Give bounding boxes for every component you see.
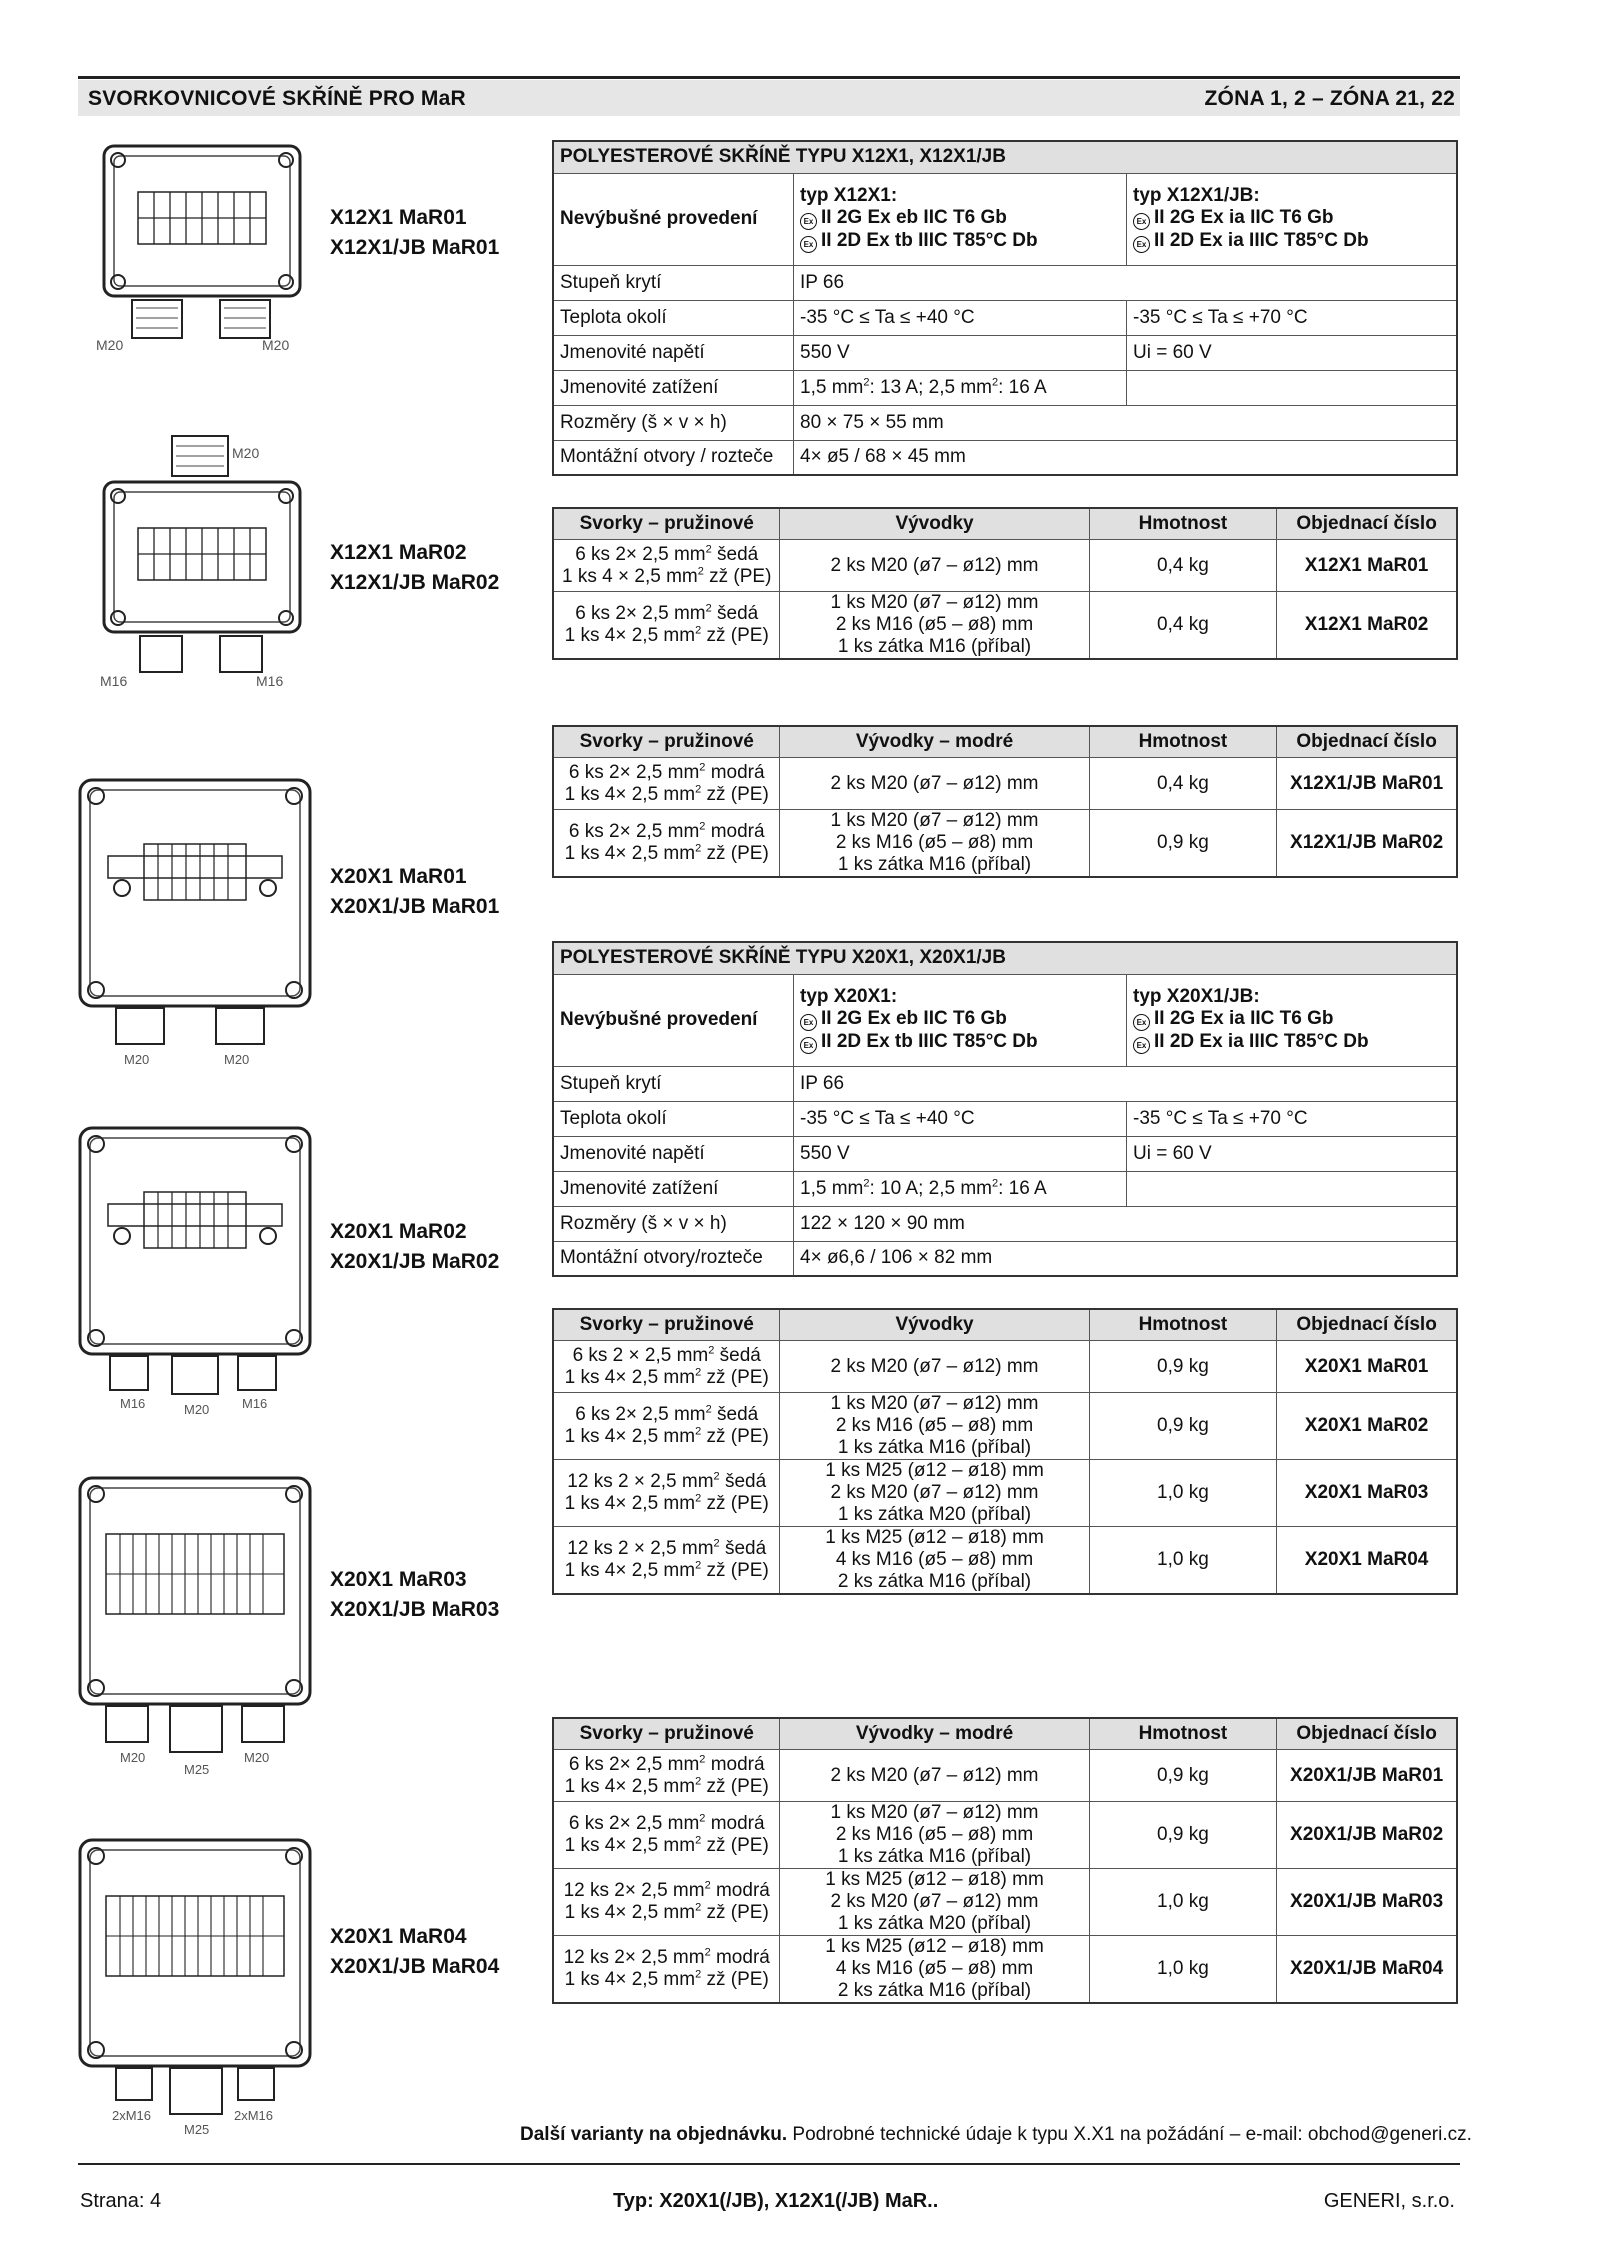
weight-cell: 1,0 kg xyxy=(1089,1527,1277,1595)
terminals-cell: 6 ks 2× 2,5 $mm^2$ šedá 1 ks 4× 2,5 $mm^2$ zž (PE) xyxy=(553,592,780,660)
enclosure-drawing-6 xyxy=(76,1836,316,2151)
ex-symbol-icon: Ex xyxy=(1133,236,1150,253)
table-row xyxy=(553,1527,1457,1595)
column-header: Svorky – pružinové xyxy=(553,726,780,758)
table-row xyxy=(553,758,1457,810)
enclosure-drawing-2 xyxy=(92,428,312,713)
product-table-x12x1-jb xyxy=(552,725,1458,878)
column-header: Objednací číslo xyxy=(1277,726,1457,758)
order-number-cell: X20X1/JB MaR04 xyxy=(1277,1936,1457,2004)
glands-cell: 1 ks M25 (ø12 – ø18) mm 2 ks M20 (ø7 – ø12) mm 1 ks zátka M20 (příbal) xyxy=(780,1460,1089,1527)
spec-label: Jmenovité zatížení xyxy=(553,370,794,405)
column-header: Svorky – pružinové xyxy=(553,508,780,540)
ex-symbol-icon: Ex xyxy=(800,213,817,230)
terminals-cell: 12 ks 2 × 2,5 $mm^2$ šedá 1 ks 4× 2,5 $mm^2$ zž (PE) xyxy=(553,1460,780,1527)
spec-value-empty xyxy=(1127,1171,1458,1206)
table-row xyxy=(553,1869,1457,1936)
table-row xyxy=(553,810,1457,878)
ex-symbol-icon: Ex xyxy=(1133,1014,1150,1031)
model-label-3: X20X1 MaR01 X20X1/JB MaR01 xyxy=(330,865,500,918)
terminals-cell: 12 ks 2× 2,5 $mm^2$ modrá 1 ks 4× 2,5 $mm^2$ zž (PE) xyxy=(553,1936,780,2004)
weight-cell: 0,4 kg xyxy=(1089,758,1277,810)
terminals-cell: 6 ks 2× 2,5 $mm^2$ modrá 1 ks 4× 2,5 $mm^2$ zž (PE) xyxy=(553,758,780,810)
order-number-cell: X20X1 MaR03 xyxy=(1277,1460,1457,1527)
product-table-x12x1 xyxy=(552,507,1458,660)
gland-label: M20 xyxy=(120,1750,146,1765)
product-table-x20x1-jb xyxy=(552,1717,1458,2004)
spec-value: -35 °C ≤ Ta ≤ +70 °C xyxy=(1127,1101,1458,1136)
page-number: Strana: 4 xyxy=(80,2190,162,2212)
column-header: Svorky – pružinové xyxy=(553,1718,780,1750)
order-number-cell: X20X1/JB MaR02 xyxy=(1277,1802,1457,1869)
column-header: Hmotnost xyxy=(1089,726,1277,758)
table-row xyxy=(553,1341,1457,1393)
gland-label: M20 xyxy=(224,1052,250,1067)
column-header: Vývodky – modré xyxy=(780,726,1089,758)
gland-label: 2xM16 xyxy=(112,2108,152,2123)
spec-label: Montážní otvory / rozteče xyxy=(553,440,794,475)
footnote: Další varianty na objednávku. Podrobné technické údaje k typu X.X1 na požádání – e-mail: obchod@generi.cz. xyxy=(520,2124,1472,2145)
spec-label: Jmenovité napětí xyxy=(553,335,794,370)
order-number-cell: X12X1 MaR01 xyxy=(1277,540,1457,592)
weight-cell: 0,4 kg xyxy=(1089,592,1277,660)
spec-label: Rozměry (š × v × h) xyxy=(553,405,794,440)
column-header: Hmotnost xyxy=(1089,1718,1277,1750)
order-number-cell: X20X1 MaR01 xyxy=(1277,1341,1457,1393)
type-b: typ X12X1/JB: Ex II 2G Ex ia IIC T6 Gb Ex II 2D Ex ia IIIC T85°C Db xyxy=(1127,173,1458,265)
type-a: typ X12X1: Ex II 2G Ex eb IIC T6 Gb Ex II 2D Ex tb IIIC T85°C Db xyxy=(794,173,1127,265)
table-row xyxy=(553,1936,1457,2004)
terminals-cell: 6 ks 2× 2,5 $mm^2$ modrá 1 ks 4× 2,5 $mm^2$ zž (PE) xyxy=(553,1802,780,1869)
spec-table-x20x1 xyxy=(552,941,1458,1277)
footer-company: GENERI, s.r.o. xyxy=(1323,2190,1455,2212)
spec-table-x12x1 xyxy=(552,140,1458,476)
gland-label: M16 xyxy=(100,673,128,689)
column-header: Objednací číslo xyxy=(1277,508,1457,540)
glands-cell: 1 ks M20 (ø7 – ø12) mm 2 ks M16 (ø5 – ø8) mm 1 ks zátka M16 (příbal) xyxy=(780,1393,1089,1460)
glands-cell: 1 ks M25 (ø12 – ø18) mm 4 ks M16 (ø5 – ø8) mm 2 ks zátka M16 (příbal) xyxy=(780,1936,1089,2004)
terminals-cell: 6 ks 2× 2,5 $mm^2$ modrá 1 ks 4× 2,5 $mm^2$ zž (PE) xyxy=(553,810,780,878)
spec-label: Stupeň krytí xyxy=(553,265,794,300)
terminals-cell: 12 ks 2× 2,5 $mm^2$ modrá 1 ks 4× 2,5 $mm^2$ zž (PE) xyxy=(553,1869,780,1936)
column-header: Svorky – pružinové xyxy=(553,1309,780,1341)
model-label-6: X20X1 MaR04 X20X1/JB MaR04 xyxy=(330,1925,500,1978)
order-number-cell: X20X1/JB MaR03 xyxy=(1277,1869,1457,1936)
column-header: Objednací číslo xyxy=(1277,1309,1457,1341)
enclosure-drawing-4 xyxy=(76,1124,316,1429)
gland-label: M25 xyxy=(184,2122,210,2137)
table-row xyxy=(553,1802,1457,1869)
ex-symbol-icon: Ex xyxy=(800,1037,817,1054)
glands-cell: 1 ks M25 (ø12 – ø18) mm 4 ks M16 (ø5 – ø8) mm 2 ks zátka M16 (příbal) xyxy=(780,1527,1089,1595)
weight-cell: 0,4 kg xyxy=(1089,540,1277,592)
order-number-cell: X12X1 MaR02 xyxy=(1277,592,1457,660)
ex-label: Nevýbušné provedení xyxy=(553,173,794,265)
gland-label: M16 xyxy=(256,673,284,689)
ex-label: Nevýbušné provedení xyxy=(553,974,794,1066)
column-header: Vývodky xyxy=(780,1309,1089,1341)
gland-label: M20 xyxy=(244,1750,270,1765)
spec-value: 1,5 $mm^2$: 13 A; 2,5 $mm^2$: 16 A xyxy=(794,370,1127,405)
product-table-x20x1 xyxy=(552,1308,1458,1595)
ex-symbol-icon: Ex xyxy=(1133,213,1150,230)
weight-cell: 0,9 kg xyxy=(1089,1750,1277,1802)
spec-value: Ui = 60 V xyxy=(1127,1136,1458,1171)
table-row xyxy=(553,1750,1457,1802)
spec-value: 550 V xyxy=(794,1136,1127,1171)
order-number-cell: X20X1 MaR04 xyxy=(1277,1527,1457,1595)
order-number-cell: X20X1/JB MaR01 xyxy=(1277,1750,1457,1802)
weight-cell: 0,9 kg xyxy=(1089,810,1277,878)
type-a: typ X20X1: Ex II 2G Ex eb IIC T6 Gb Ex II 2D Ex tb IIIC T85°C Db xyxy=(794,974,1127,1066)
enclosure-drawing-3 xyxy=(76,776,316,1081)
gland-label: M16 xyxy=(242,1396,268,1411)
model-label-5: X20X1 MaR03 X20X1/JB MaR03 xyxy=(330,1568,500,1621)
spec-label: Jmenovité zatížení xyxy=(553,1171,794,1206)
top-rule xyxy=(78,76,1460,79)
weight-cell: 0,9 kg xyxy=(1089,1341,1277,1393)
model-label-4: X20X1 MaR02 X20X1/JB MaR02 xyxy=(330,1220,500,1273)
type-b: typ X20X1/JB: Ex II 2G Ex ia IIC T6 Gb Ex II 2D Ex ia IIIC T85°C Db xyxy=(1127,974,1458,1066)
terminals-cell: 6 ks 2× 2,5 $mm^2$ šedá 1 ks 4× 2,5 $mm^2$ zž (PE) xyxy=(553,1393,780,1460)
glands-cell: 1 ks M20 (ø7 – ø12) mm 2 ks M16 (ø5 – ø8) mm 1 ks zátka M16 (příbal) xyxy=(780,1802,1089,1869)
model-label-2: X12X1 MaR02 X12X1/JB MaR02 xyxy=(330,541,500,594)
ex-symbol-icon: Ex xyxy=(800,236,817,253)
gland-label: M20 xyxy=(96,337,124,353)
bottom-rule xyxy=(78,2163,1460,2165)
spec-label: Montážní otvory/rozteče xyxy=(553,1241,794,1276)
column-header: Vývodky xyxy=(780,508,1089,540)
column-header: Hmotnost xyxy=(1089,508,1277,540)
spec-value: 122 × 120 × 90 mm xyxy=(794,1206,1458,1241)
gland-label: M20 xyxy=(262,337,290,353)
terminals-cell: 6 ks 2× 2,5 $mm^2$ šedá 1 ks 4 × 2,5 $mm^2$ zž (PE) xyxy=(553,540,780,592)
spec-label: Jmenovité napětí xyxy=(553,1136,794,1171)
weight-cell: 1,0 kg xyxy=(1089,1869,1277,1936)
glands-cell: 2 ks M20 (ø7 – ø12) mm xyxy=(780,1750,1089,1802)
table-row xyxy=(553,1393,1457,1460)
table-row xyxy=(553,592,1457,660)
spec-label: Stupeň krytí xyxy=(553,1066,794,1101)
glands-cell: 2 ks M20 (ø7 – ø12) mm xyxy=(780,758,1089,810)
weight-cell: 0,9 kg xyxy=(1089,1802,1277,1869)
gland-label: M20 xyxy=(184,1402,210,1417)
glands-cell: 1 ks M20 (ø7 – ø12) mm 2 ks M16 (ø5 – ø8) mm 1 ks zátka M16 (příbal) xyxy=(780,810,1089,878)
table-row xyxy=(553,540,1457,592)
order-number-cell: X12X1/JB MaR01 xyxy=(1277,758,1457,810)
spec-label: Rozměry (š × v × h) xyxy=(553,1206,794,1241)
spec-value: 4× ø5 / 68 × 45 mm xyxy=(794,440,1458,475)
glands-cell: 2 ks M20 (ø7 – ø12) mm xyxy=(780,540,1089,592)
gland-label: M20 xyxy=(124,1052,150,1067)
weight-cell: 1,0 kg xyxy=(1089,1936,1277,2004)
order-number-cell: X20X1 MaR02 xyxy=(1277,1393,1457,1460)
spec-value: 80 × 75 × 55 mm xyxy=(794,405,1458,440)
ex-symbol-icon: Ex xyxy=(1133,1037,1150,1054)
terminals-cell: 6 ks 2× 2,5 $mm^2$ modrá 1 ks 4× 2,5 $mm^2$ zž (PE) xyxy=(553,1750,780,1802)
spec-value-empty xyxy=(1127,370,1458,405)
weight-cell: 1,0 kg xyxy=(1089,1460,1277,1527)
spec-label: Teplota okolí xyxy=(553,300,794,335)
spec-value: -35 °C ≤ Ta ≤ +70 °C xyxy=(1127,300,1458,335)
gland-label: M25 xyxy=(184,1762,210,1777)
ex-symbol-icon: Ex xyxy=(800,1014,817,1031)
order-number-cell: X12X1/JB MaR02 xyxy=(1277,810,1457,878)
gland-label: M16 xyxy=(120,1396,146,1411)
column-header: Vývodky – modré xyxy=(780,1718,1089,1750)
spec-value: IP 66 xyxy=(794,1066,1458,1101)
header-title: SVORKOVNICOVÉ SKŘÍNĚ PRO MaR xyxy=(88,87,466,110)
spec-title: POLYESTEROVÉ SKŘÍNĚ TYPU X12X1, X12X1/JB xyxy=(553,141,1457,173)
spec-value: 550 V xyxy=(794,335,1127,370)
gland-label: M20 xyxy=(232,445,260,461)
header-zone: ZÓNA 1, 2 – ZÓNA 21, 22 xyxy=(1204,87,1455,110)
spec-value: 1,5 $mm^2$: 10 A; 2,5 $mm^2$: 16 A xyxy=(794,1171,1127,1206)
glands-cell: 1 ks M20 (ø7 – ø12) mm 2 ks M16 (ø5 – ø8) mm 1 ks zátka M16 (příbal) xyxy=(780,592,1089,660)
spec-title: POLYESTEROVÉ SKŘÍNĚ TYPU X20X1, X20X1/JB xyxy=(553,942,1457,974)
column-header: Hmotnost xyxy=(1089,1309,1277,1341)
gland-label: 2xM16 xyxy=(234,2108,274,2123)
spec-value: 4× ø6,6 / 106 × 82 mm xyxy=(794,1241,1458,1276)
spec-value: Ui = 60 V xyxy=(1127,335,1458,370)
terminals-cell: 12 ks 2 × 2,5 $mm^2$ šedá 1 ks 4× 2,5 $mm^2$ zž (PE) xyxy=(553,1527,780,1595)
enclosure-drawing-1 xyxy=(92,142,312,387)
spec-value: -35 °C ≤ Ta ≤ +40 °C xyxy=(794,1101,1127,1136)
column-header: Objednací číslo xyxy=(1277,1718,1457,1750)
spec-value: IP 66 xyxy=(794,265,1458,300)
spec-value: -35 °C ≤ Ta ≤ +40 °C xyxy=(794,300,1127,335)
terminals-cell: 6 ks 2 × 2,5 $mm^2$ šedá 1 ks 4× 2,5 $mm^2$ zž (PE) xyxy=(553,1341,780,1393)
glands-cell: 2 ks M20 (ø7 – ø12) mm xyxy=(780,1341,1089,1393)
weight-cell: 0,9 kg xyxy=(1089,1393,1277,1460)
spec-label: Teplota okolí xyxy=(553,1101,794,1136)
table-row xyxy=(553,1460,1457,1527)
model-label-1: X12X1 MaR01 X12X1/JB MaR01 xyxy=(330,206,500,259)
footer-type: Typ: X20X1(/JB), X12X1(/JB) MaR.. xyxy=(613,2190,939,2212)
enclosure-drawing-5 xyxy=(76,1474,316,1789)
glands-cell: 1 ks M25 (ø12 – ø18) mm 2 ks M20 (ø7 – ø12) mm 1 ks zátka M20 (příbal) xyxy=(780,1869,1089,1936)
